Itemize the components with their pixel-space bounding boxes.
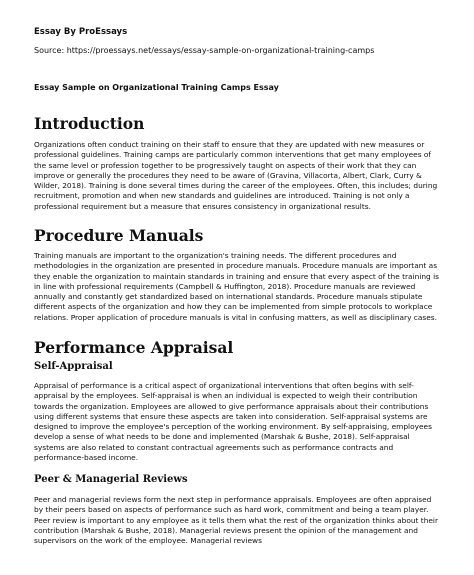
heading-peer-managerial-reviews: Peer & Managerial Reviews: [34, 474, 188, 485]
paragraph-procedure-manuals: Training manuals are important to the organization's training needs. The different procedures and methodologies in the organization are presented in procedure manuals. Procedure manuals are important as they enable the organization to maintain standards in training and ensure that every aspect of the training is in line with professional requirements (Campbell & Huffington, 2018). Procedure manuals are reviewed annually and constantly get standardized based on international standards. Procedure manuals stipulate different aspects of the organization and how they can be implemented from simple protocols to workplace relations. Proper application of procedure manuals is vital in confusing matters, as well as disciplinary cases.: [34, 251, 439, 322]
paragraph-peer-managerial-reviews: Peer and managerial reviews form the next step in performance appraisals. Employees are often appraised by their peers based on aspects of performance such as hard work, commitment and being a team player. Peer review is important to any employee as it tells them what the rest of the organization thinks about their contribution (Marshak & Bushe, 2018). Managerial reviews present the opinion of the management and supervisors on the work of the employee. Managerial reviews: [34, 495, 439, 546]
source-link[interactable]: Source: https://proessays.net/essays/essay-sample-on-organizational-training-camps: [34, 46, 375, 55]
heading-introduction: Introduction: [34, 114, 145, 133]
heading-procedure-manuals: Procedure Manuals: [34, 226, 204, 245]
document-title: Essay Sample on Organizational Training Camps Essay: [34, 83, 279, 92]
heading-self-appraisal: Self-Appraisal: [34, 361, 113, 372]
paragraph-introduction: Organizations often conduct training on their staff to ensure that they are updated with new measures or professional guidelines. Training camps are particularly common interventions that get many employees of the same level or profession together to be progressively taught on aspects of their work that they can improve or generally the procedures they need to be aware of (Gravina, Villacorta, Albert, Clark, Curry & Wilder, 2018). Training is done several times during the career of the employees. Often, this includes; during recruitment, promotion and when new standards and guidelines are introduced. Training is not only a professional requirement but a measure that ensures consistency in organizational results.: [34, 140, 438, 211]
brand-title: Essay By ProEssays: [34, 27, 128, 37]
paragraph-self-appraisal: Appraisal of performance is a critical aspect of organizational interventions that often begins with self-appraisal by the employees. Self-appraisal is when an individual is expected to weigh their contribution towards the organization. Employees are allowed to give performance appraisals about their contributions using different systems that ensure these aspects are taken into consideration. Self-appraisal systems are designed to improve the employee's perception of the working environment. By self-appraising, employees develop a sense of what needs to be done and implemented (Marshak & Bushe, 2018). Self-appraisal systems are also related to constant contractual agreements such as performance contracts and performance-based income.: [34, 381, 432, 463]
heading-performance-appraisal: Performance Appraisal: [34, 338, 234, 357]
